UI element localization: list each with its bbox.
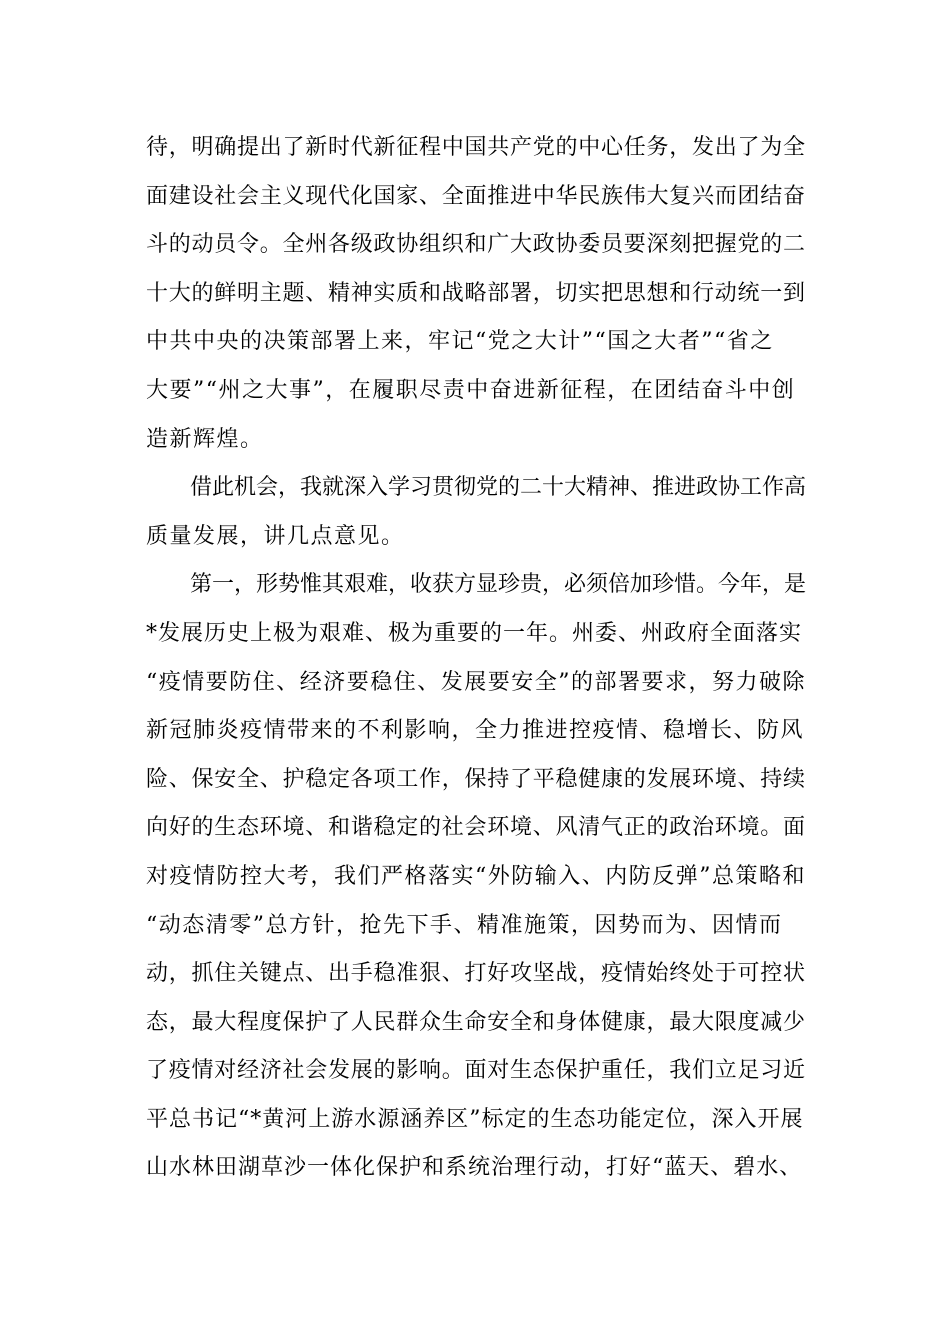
text-line-11: *发展历史上极为艰难、极为重要的一年。州委、州政府全面落实 [146, 620, 803, 646]
text-line-6: 大要”“州之大事”，在履职尽责中奋进新征程，在团结奋斗中创 [146, 377, 796, 403]
text-line-16: 对疫情防控大考，我们严格落实“外防输入、内防反弹”总策略和 [146, 863, 806, 889]
text-line-5: 中共中央的决策部署上来，牢记“党之大计”“国之大者”“省之 [146, 329, 774, 355]
text-line-8: 借此机会，我就深入学习贯彻党的二十大精神、推进政协工作高 [146, 475, 806, 501]
text-line-22: 山水林田湖草沙一体化保护和系统治理行动，打好“蓝天、碧水、 [146, 1155, 803, 1181]
text-line-15: 向好的生态环境、和谐稳定的社会环境、风清气正的政治环境。面 [146, 815, 806, 841]
text-line-21: 平总书记“*黄河上游水源涵养区”标定的生态功能定位，深入开展 [146, 1106, 804, 1132]
text-line-10: 第一，形势惟其艰难，收获方显珍贵，必须倍加珍惜。今年，是 [146, 572, 806, 598]
text-line-7: 造新辉煌。 [146, 426, 264, 452]
text-line-2: 面建设社会主义现代化国家、全面推进中华民族伟大复兴而团结奋 [146, 183, 806, 209]
text-line-3: 斗的动员令。全州各级政协组织和广大政协委员要深刻把握党的二 [146, 232, 806, 258]
body-text [146, 124, 806, 1193]
text-line-12: “疫情要防住、经济要稳住、发展要安全”的部署要求，努力破除 [146, 669, 806, 695]
text-line-1: 待，明确提出了新时代新征程中国共产党的中心任务，发出了为全 [146, 135, 806, 160]
text-line-17: “动态清零”总方针，抢先下手、精准施策，因势而为、因情而 [146, 912, 783, 938]
text-line-13: 新冠肺炎疫情带来的不利影响，全力推进控疫情、稳增长、防风 [146, 718, 805, 744]
text-line-20: 了疫情对经济社会发展的影响。面对生态保护重任，我们立足习近 [146, 1058, 806, 1084]
text-line-14: 险、保安全、护稳定各项工作，保持了平稳健康的发展环境、持续 [146, 766, 806, 792]
text-line-19: 态，最大程度保护了人民群众生命安全和身体健康，最大限度减少 [146, 1009, 806, 1035]
text-line-9: 质量发展，讲几点意见。 [146, 523, 405, 549]
text-line-4: 十大的鲜明主题、精神实质和战略部署，切实把思想和行动统一到 [146, 280, 806, 306]
text-line-18: 动，抓住关键点、出手稳准狠、打好攻坚战，疫情始终处于可控状 [146, 961, 806, 987]
